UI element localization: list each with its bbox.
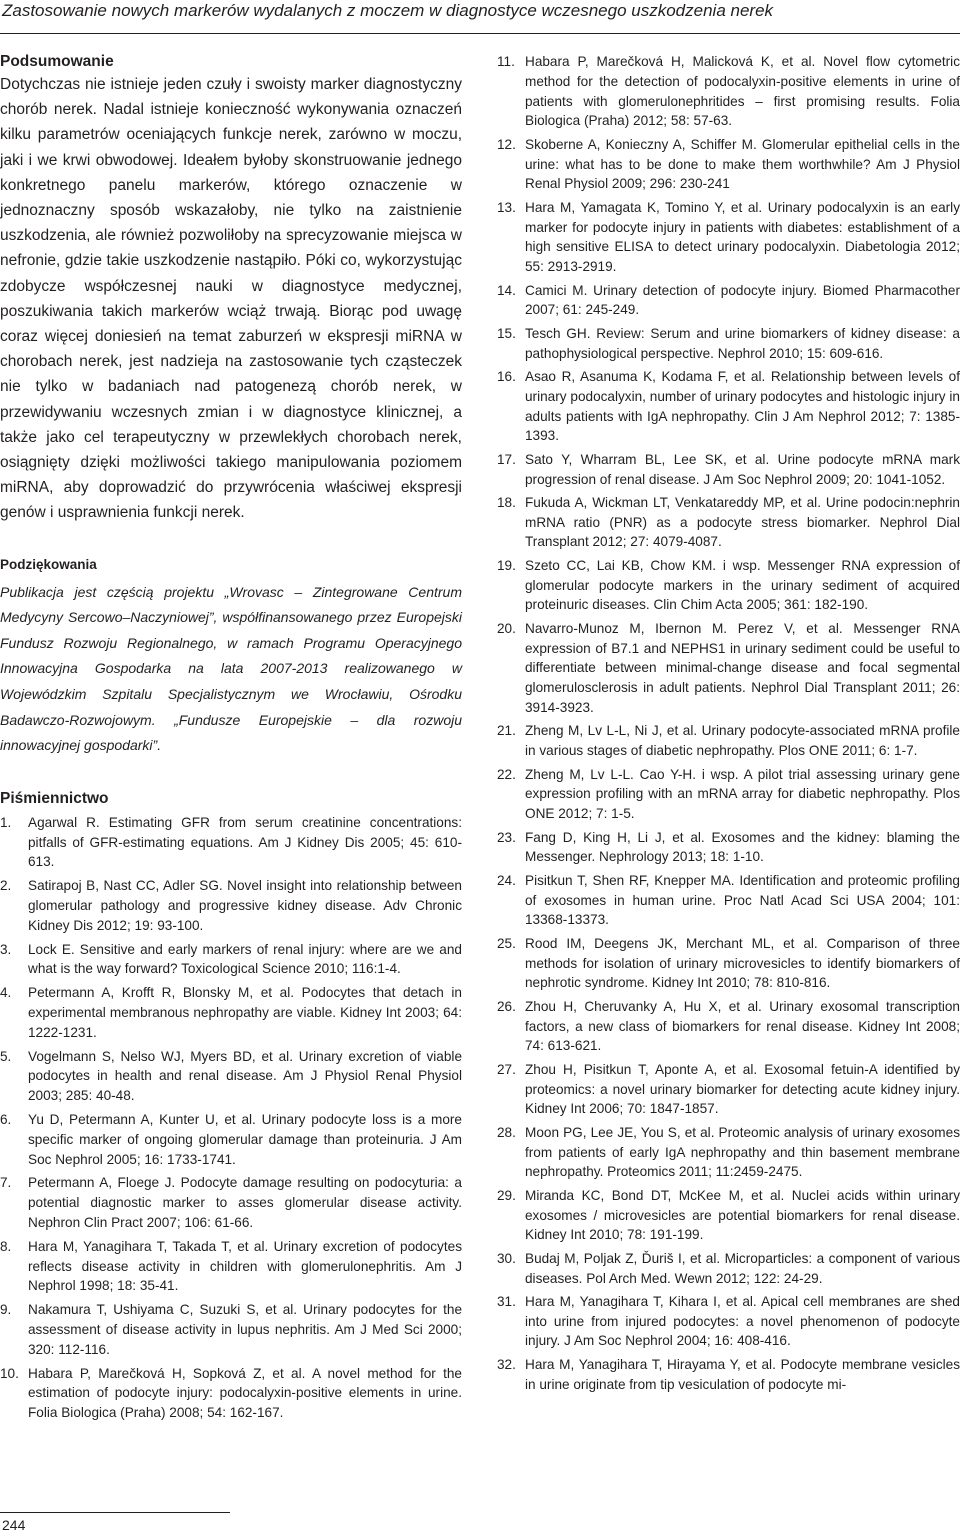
left-column bbox=[0, 52, 462, 1427]
reference-number: 16. bbox=[497, 368, 516, 384]
reference-text: Fukuda A, Wickman LT, Venkatareddy MP, et al. Urine podocin:nephrin mRNA ratio (PNR) as a podocyte stress biomarker. Nephrol Dial Transplant 2012; 27: 4079-4087. bbox=[525, 494, 960, 550]
reference-item bbox=[497, 493, 960, 552]
reference-text: Asao R, Asanuma K, Kodama F, et al. Relationship between levels of urinary podocalyxin, number of urinary podocytes and histologic injury in adults patients with IgA nephropathy. Clin J Am Nephrol 2012; 7: 1385-1393. bbox=[525, 368, 960, 444]
reference-number: 14. bbox=[497, 282, 516, 298]
reference-item bbox=[497, 324, 960, 364]
reference-number: 28. bbox=[497, 1124, 516, 1140]
reference-text: Pisitkun T, Shen RF, Knepper MA. Identification and proteomic profiling of exosomes in human urine. Proc Natl Acad Sci USA 2004; 101: 13368-13373. bbox=[525, 872, 960, 928]
reference-number: 4. bbox=[0, 985, 12, 1001]
reference-number: 8. bbox=[0, 1238, 12, 1254]
reference-text: Zheng M, Lv L-L. Cao Y-H. i wsp. A pilot trial assessing urinary gene expression profiling with an mRNA array for diabetic nephropathy. Plos ONE 2012; 7: 1-5. bbox=[525, 766, 960, 822]
reference-number: 17. bbox=[497, 451, 516, 467]
reference-item bbox=[0, 1173, 462, 1232]
reference-item bbox=[0, 1047, 462, 1106]
reference-number: 27. bbox=[497, 1061, 516, 1077]
reference-number: 13. bbox=[497, 199, 516, 215]
reference-number: 24. bbox=[497, 872, 516, 888]
reference-text: Satirapoj B, Nast CC, Adler SG. Novel insight into relationship between glomerular pathology and progressive kidney disease. Adv Chronic Kidney Dis 2012; 19: 93-100. bbox=[28, 878, 462, 933]
reference-number: 7. bbox=[0, 1175, 12, 1191]
reference-text: Szeto CC, Lai KB, Chow KM. i wsp. Messenger RNA expression of glomerular podocyte markers in the urinary sediment of acquired proteinuric diseases. Clin Chim Acta 2005; 361: 182-190. bbox=[525, 557, 960, 613]
reference-number: 2. bbox=[0, 878, 12, 894]
acknowledgements-heading: Podziękowania bbox=[0, 556, 97, 572]
reference-item bbox=[497, 721, 960, 761]
reference-number: 11. bbox=[497, 54, 515, 69]
reference-item bbox=[497, 619, 960, 718]
reference-item bbox=[0, 940, 462, 980]
reference-text: Sato Y, Wharram BL, Lee SK, et al. Urine podocyte mRNA mark progression of renal disease. J Am Soc Nephrol 2009; 20: 1041-1052. bbox=[525, 451, 960, 487]
reference-text: Vogelmann S, Nelso WJ, Myers BD, et al. Urinary excretion of viable podocytes in health and renal disease. Am J Physiol Renal Physiol 2003; 285: 40-48. bbox=[28, 1048, 462, 1104]
reference-text: Moon PG, Lee JE, You S, et al. Proteomic analysis of urinary exosomes from patients of early IgA nephropathy and thin basement membrane nephropathy. Proteomics 2011; 11:2459-2475. bbox=[525, 1124, 960, 1180]
reference-number: 20. bbox=[497, 620, 516, 636]
reference-text: Habara P, Marečková H, Sopková Z, et al. A novel method for the estimation of podocyte injury: podocalyxin-positive elements in urine. Folia Biologica (Praha) 2008; 54: 162-167. bbox=[28, 1365, 462, 1421]
reference-item bbox=[0, 1110, 462, 1169]
reference-text: Tesch GH. Review: Serum and urine biomarkers of kidney disease: a pathophysiological perspective. Nephrol 2010; 15: 609-616. bbox=[525, 325, 960, 361]
reference-text: Navarro-Munoz M, Ibernon M. Perez V, et al. Messenger RNA expression of B7.1 and NEPHS1 in urinary sediment could be useful to differentiate between minimal-change disease and focal segmental glomerulosclerosis in adult patients. Nephrol Dial Transplant 2011; 26: 3914-3923. bbox=[525, 620, 960, 716]
reference-number: 15. bbox=[497, 325, 516, 341]
header-rule bbox=[0, 33, 960, 34]
reference-text: Rood IM, Deegens JK, Merchant ML, et al. Comparison of three methods for isolation of urinary microvesicles to identify biomarkers of nephrotic syndrome. Kidney Int 2010; 78: 810-816. bbox=[525, 935, 960, 991]
reference-item bbox=[0, 1364, 462, 1423]
reference-number: 22. bbox=[497, 766, 516, 782]
reference-item bbox=[0, 1300, 462, 1359]
reference-text: Hara M, Yanagihara T, Hirayama Y, et al. Podocyte membrane vesicles in urine originate from tip vesiculation of podocyte mi- bbox=[525, 1356, 960, 1392]
reference-text: Yu D, Petermann A, Kunter U, et al. Urinary podocyte loss is a more specific marker of ongoing glomerular damage than proteinuria. J Am Soc Nephrol 2005; 16: 1733-1741. bbox=[28, 1111, 462, 1167]
reference-text: Agarwal R. Estimating GFR from serum creatinine concentrations: pitfalls of GFR-estimating equations. Am J Kidney Dis 2005; 45: 610-613. bbox=[28, 814, 462, 870]
reference-number: 26. bbox=[497, 998, 516, 1014]
reference-item bbox=[497, 1123, 960, 1182]
reference-item bbox=[0, 983, 462, 1042]
reference-number: 1. bbox=[0, 814, 12, 830]
reference-item bbox=[497, 367, 960, 446]
reference-item bbox=[497, 997, 960, 1056]
reference-number: 12. bbox=[497, 136, 516, 152]
reference-text: Budaj M, Poljak Z, Ďuriš I, et al. Microparticles: a component of various diseases. Pol Arch Med. Wewn 2012; 122: 24-29. bbox=[525, 1250, 960, 1286]
reference-number: 31. bbox=[497, 1293, 516, 1309]
reference-item bbox=[497, 1355, 960, 1395]
reference-number: 18. bbox=[497, 494, 516, 510]
reference-number: 6. bbox=[0, 1111, 12, 1127]
reference-text: Zhou H, Cheruvanky A, Hu X, et al. Urinary exosomal transcription factors, a new class of biomarkers for renal disease. Kidney Int 2008; 74: 613-621. bbox=[525, 998, 960, 1054]
reference-item bbox=[497, 135, 960, 194]
reference-item bbox=[0, 813, 462, 872]
reference-item bbox=[497, 1186, 960, 1245]
summary-heading: Podsumowanie bbox=[0, 53, 114, 70]
reference-text: Habara P, Marečková H, Malicková K, et al. Novel flow cytometric method for the detection of podocalyxin-positive elements in urine of patients with glomerulonephritides – first promising results. Folia Biologica (Praha) 2012; 58: 57-63. bbox=[525, 54, 960, 129]
reference-number: 10. bbox=[0, 1365, 19, 1381]
reference-text: Zhou H, Pisitkun T, Aponte A, et al. Exosomal fetuin-A identified by proteomics: a novel urinary biomarker for detecting acute kidney injury. Kidney Int 2006; 70: 1847-1857. bbox=[525, 1061, 960, 1117]
reference-text: Skoberne A, Konieczny A, Schiffer M. Glomerular epithelial cells in the urine: what has to be done to make them worthwhile? Am J Physiol Renal Physiol 2009; 296: 230-241 bbox=[525, 136, 960, 192]
reference-item bbox=[497, 871, 960, 930]
reference-text: Petermann A, Krofft R, Blonsky M, et al. Podocytes that detach in experimental membranous nephropathy are viable. Kidney Int 2003; 64: 1222-1231. bbox=[28, 985, 462, 1040]
reference-item bbox=[497, 198, 960, 277]
references-heading: Piśmiennictwo bbox=[0, 789, 109, 807]
reference-number: 29. bbox=[497, 1187, 516, 1203]
reference-list-right bbox=[497, 52, 960, 1394]
reference-text: Fang D, King H, Li J, et al. Exosomes and the kidney: blaming the Messenger. Nephrology 2013; 18: 1-10. bbox=[525, 829, 960, 865]
reference-text: Petermann A, Floege J. Podocyte damage resulting on podocyturia: a potential diagnostic marker to asses glomerular disease activity. Nephron Clin Pract 2007; 106: 61-66. bbox=[28, 1175, 462, 1230]
page-number: 244 bbox=[2, 1517, 26, 1533]
reference-number: 32. bbox=[497, 1356, 516, 1372]
reference-number: 5. bbox=[0, 1048, 12, 1064]
reference-number: 21. bbox=[497, 723, 516, 739]
reference-item bbox=[497, 934, 960, 993]
reference-text: Lock E. Sensitive and early markers of renal injury: where are we and what is the way forward? Toxicological Science 2010; 116:1-4. bbox=[28, 941, 462, 977]
reference-number: 30. bbox=[497, 1250, 516, 1266]
reference-list-left bbox=[0, 813, 462, 1423]
reference-text: Camici M. Urinary detection of podocyte injury. Biomed Pharmacother 2007; 61: 245-249. bbox=[525, 282, 960, 318]
reference-number: 25. bbox=[497, 935, 516, 951]
reference-item bbox=[497, 556, 960, 615]
reference-item bbox=[497, 1292, 960, 1351]
reference-item bbox=[497, 450, 960, 490]
footer-rule bbox=[0, 1512, 230, 1513]
reference-item bbox=[497, 828, 960, 868]
reference-text: Hara M, Yamagata K, Tomino Y, et al. Urinary podocalyxin is an early marker for podocyte injury in patients with diabetes: establishment of a high sensitive ELISA to detect urinary podocalyxin. Diabetologia 2012; 55: 2913-2919. bbox=[525, 199, 960, 275]
reference-item bbox=[497, 281, 960, 321]
reference-number: 3. bbox=[0, 941, 12, 957]
reference-text: Hara M, Yanagihara T, Kihara I, et al. Apical cell membranes are shed into urine from injured podocytes: a novel phenomenon of podocyte injury. J Am Soc Nephrol 2004; 16: 408-416. bbox=[525, 1293, 960, 1349]
reference-item bbox=[0, 876, 462, 935]
right-column bbox=[497, 52, 960, 1398]
reference-number: 9. bbox=[0, 1302, 12, 1318]
reference-item bbox=[497, 52, 960, 131]
acknowledgements-text: Publikacja jest częścią projektu „Wrovasc – Zintegrowane Centrum Medycyny Sercowo–Naczyniowej”, współfinansowanego przez Europejski Fundusz Rozwoju Regionalnego, w ramach Programu Operacyjnego Innowacyjna Gospodarka na lata 2007-2013 realizowanego w Wojewódzkim Szpitalu Specjalistycznym we Wrocławiu, Ośrodku Badawczo-Rozwojowym. „Fundusze Europejskie – dla rozwoju innowacyjnej gospodarki”. bbox=[0, 583, 462, 754]
reference-text: Nakamura T, Ushiyama C, Suzuki S, et al. Urinary podocytes for the assessment of disease activity in lupus nephritis. Am J Med Sci 2000; 320: 112-116. bbox=[28, 1302, 462, 1357]
reference-text: Miranda KC, Bond DT, McKee M, et al. Nuclei acids within urinary exosomes / microvesicles are potential biomarkers for renal disease. Kidney Int 2010; 78: 191-199. bbox=[525, 1187, 960, 1243]
summary-text: Dotychczas nie istnieje jeden czuły i swoisty marker diagnostyczny chorób nerek. Nadal istnieje konieczność wykonywania oznaczeń kilku parametrów oceniających funkcje nerek, zarówno w moczu, jaki i we krwi obwodowej. Ideałem byłoby skonstruowanie jednego konkretnego panelu markerów, którego oznaczenie w jednoznaczny sposób wskazałoby, nie tylko na zaistnienie uszkodzenia, ale również pozwoliłoby na sprecyzowanie miejsca w nefronie, gdzie takie uszkodzenie nastąpiło. Póki co, wykorzystując zdobycze współczesnej nauki w diagnostyce medycznej, poszukiwania takich markerów wciąż trwają. Biorąc pod uwagę coraz więcej doniesień na temat zaburzeń w ekspresji miRNA w chorobach nerek, jest nadzieja na zastosowanie tych cząsteczek nie tylko w badaniach nad patogenezą chorób nerek, w przewidywaniu wczesnych zmian i w diagnostyce klinicznej, a także jako cel terapeutyczny w przewlekłych chorobach nerek, osiągnięty dzięki możliwości takiego manipulowania poziomem miRNA, aby doprowadzić do przywrócenia właściwej ekspresji genów i usprawnienia funkcji nerek. bbox=[0, 76, 462, 522]
reference-item bbox=[0, 1237, 462, 1296]
reference-text: Zheng M, Lv L-L, Ni J, et al. Urinary podocyte-associated mRNA profile in various stages of diabetic nephropathy. Plos ONE 2011; 6: 1-7. bbox=[525, 723, 960, 759]
reference-item bbox=[497, 1060, 960, 1119]
reference-text: Hara M, Yanagihara T, Takada T, et al. Urinary excretion of podocytes reflects disease activity in children with glomerulonephritis. Am J Nephrol 1998; 18: 35-41. bbox=[28, 1238, 462, 1294]
running-head: Zastosowanie nowych markerów wydalanych z moczem w diagnostyce wczesnego uszkodzenia nerek bbox=[2, 1, 774, 20]
reference-number: 23. bbox=[497, 829, 516, 845]
reference-number: 19. bbox=[497, 557, 516, 573]
reference-item bbox=[497, 765, 960, 824]
reference-item bbox=[497, 1249, 960, 1289]
